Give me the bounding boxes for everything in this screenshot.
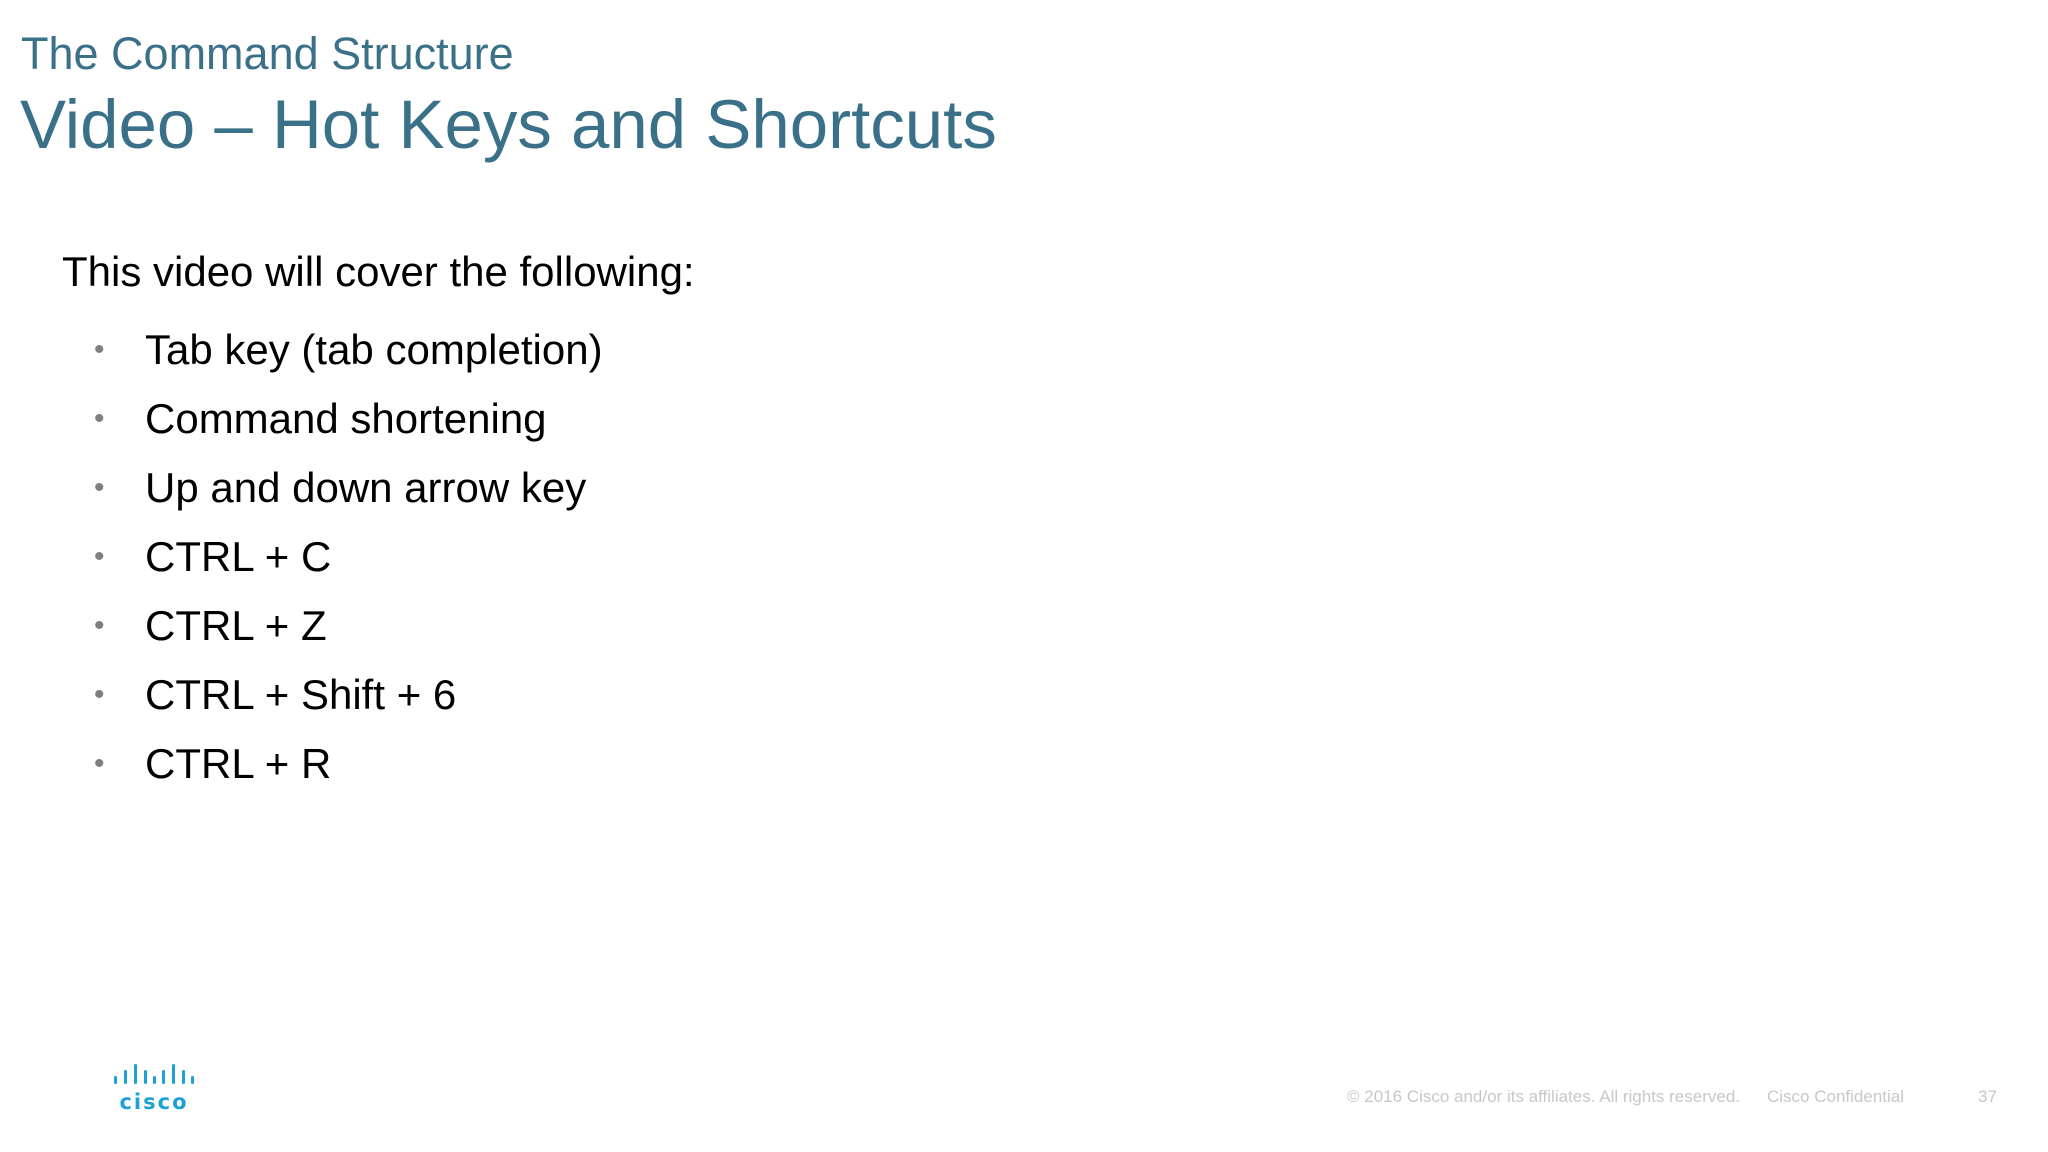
bullet-text: Command shortening xyxy=(145,395,547,442)
bullet-text: Tab key (tab completion) xyxy=(145,326,603,373)
bullet-item xyxy=(92,669,603,738)
bullet-icon: • xyxy=(94,402,105,435)
bullet-text: Up and down arrow key xyxy=(145,464,587,511)
bullet-icon: • xyxy=(94,471,105,504)
bullet-text: CTRL + Z xyxy=(145,602,327,649)
confidential-text: Cisco Confidential xyxy=(1767,1087,1905,1106)
bullet-text: CTRL + Shift + 6 xyxy=(145,671,457,718)
copyright-text: © 2016 Cisco and/or its affiliates. All rights reserved. xyxy=(1347,1087,1741,1106)
cisco-logo-bars xyxy=(112,1064,196,1088)
cisco-logo-icon xyxy=(112,1064,196,1114)
bullet-icon: • xyxy=(94,540,105,573)
bullet-text: CTRL + C xyxy=(145,533,332,580)
slide-title: Video – Hot Keys and Shortcuts xyxy=(20,86,997,163)
intro-text: This video will cover the following: xyxy=(62,248,695,295)
section-title: The Command Structure xyxy=(21,28,514,79)
bullet-item xyxy=(92,324,603,393)
bullet-item xyxy=(92,600,603,669)
bullet-icon: • xyxy=(94,747,105,780)
bullet-icon: • xyxy=(94,609,105,642)
page-number: 37 xyxy=(1978,1087,1997,1106)
bullet-icon: • xyxy=(94,678,105,711)
bullet-text: CTRL + R xyxy=(145,740,332,787)
bullet-icon: • xyxy=(94,333,105,366)
bullet-list xyxy=(92,324,603,807)
bullet-item xyxy=(92,462,603,531)
bullet-item xyxy=(92,531,603,600)
logo-text: cisco xyxy=(119,1090,189,1114)
bullet-item xyxy=(92,738,603,807)
bullet-item xyxy=(92,393,603,462)
